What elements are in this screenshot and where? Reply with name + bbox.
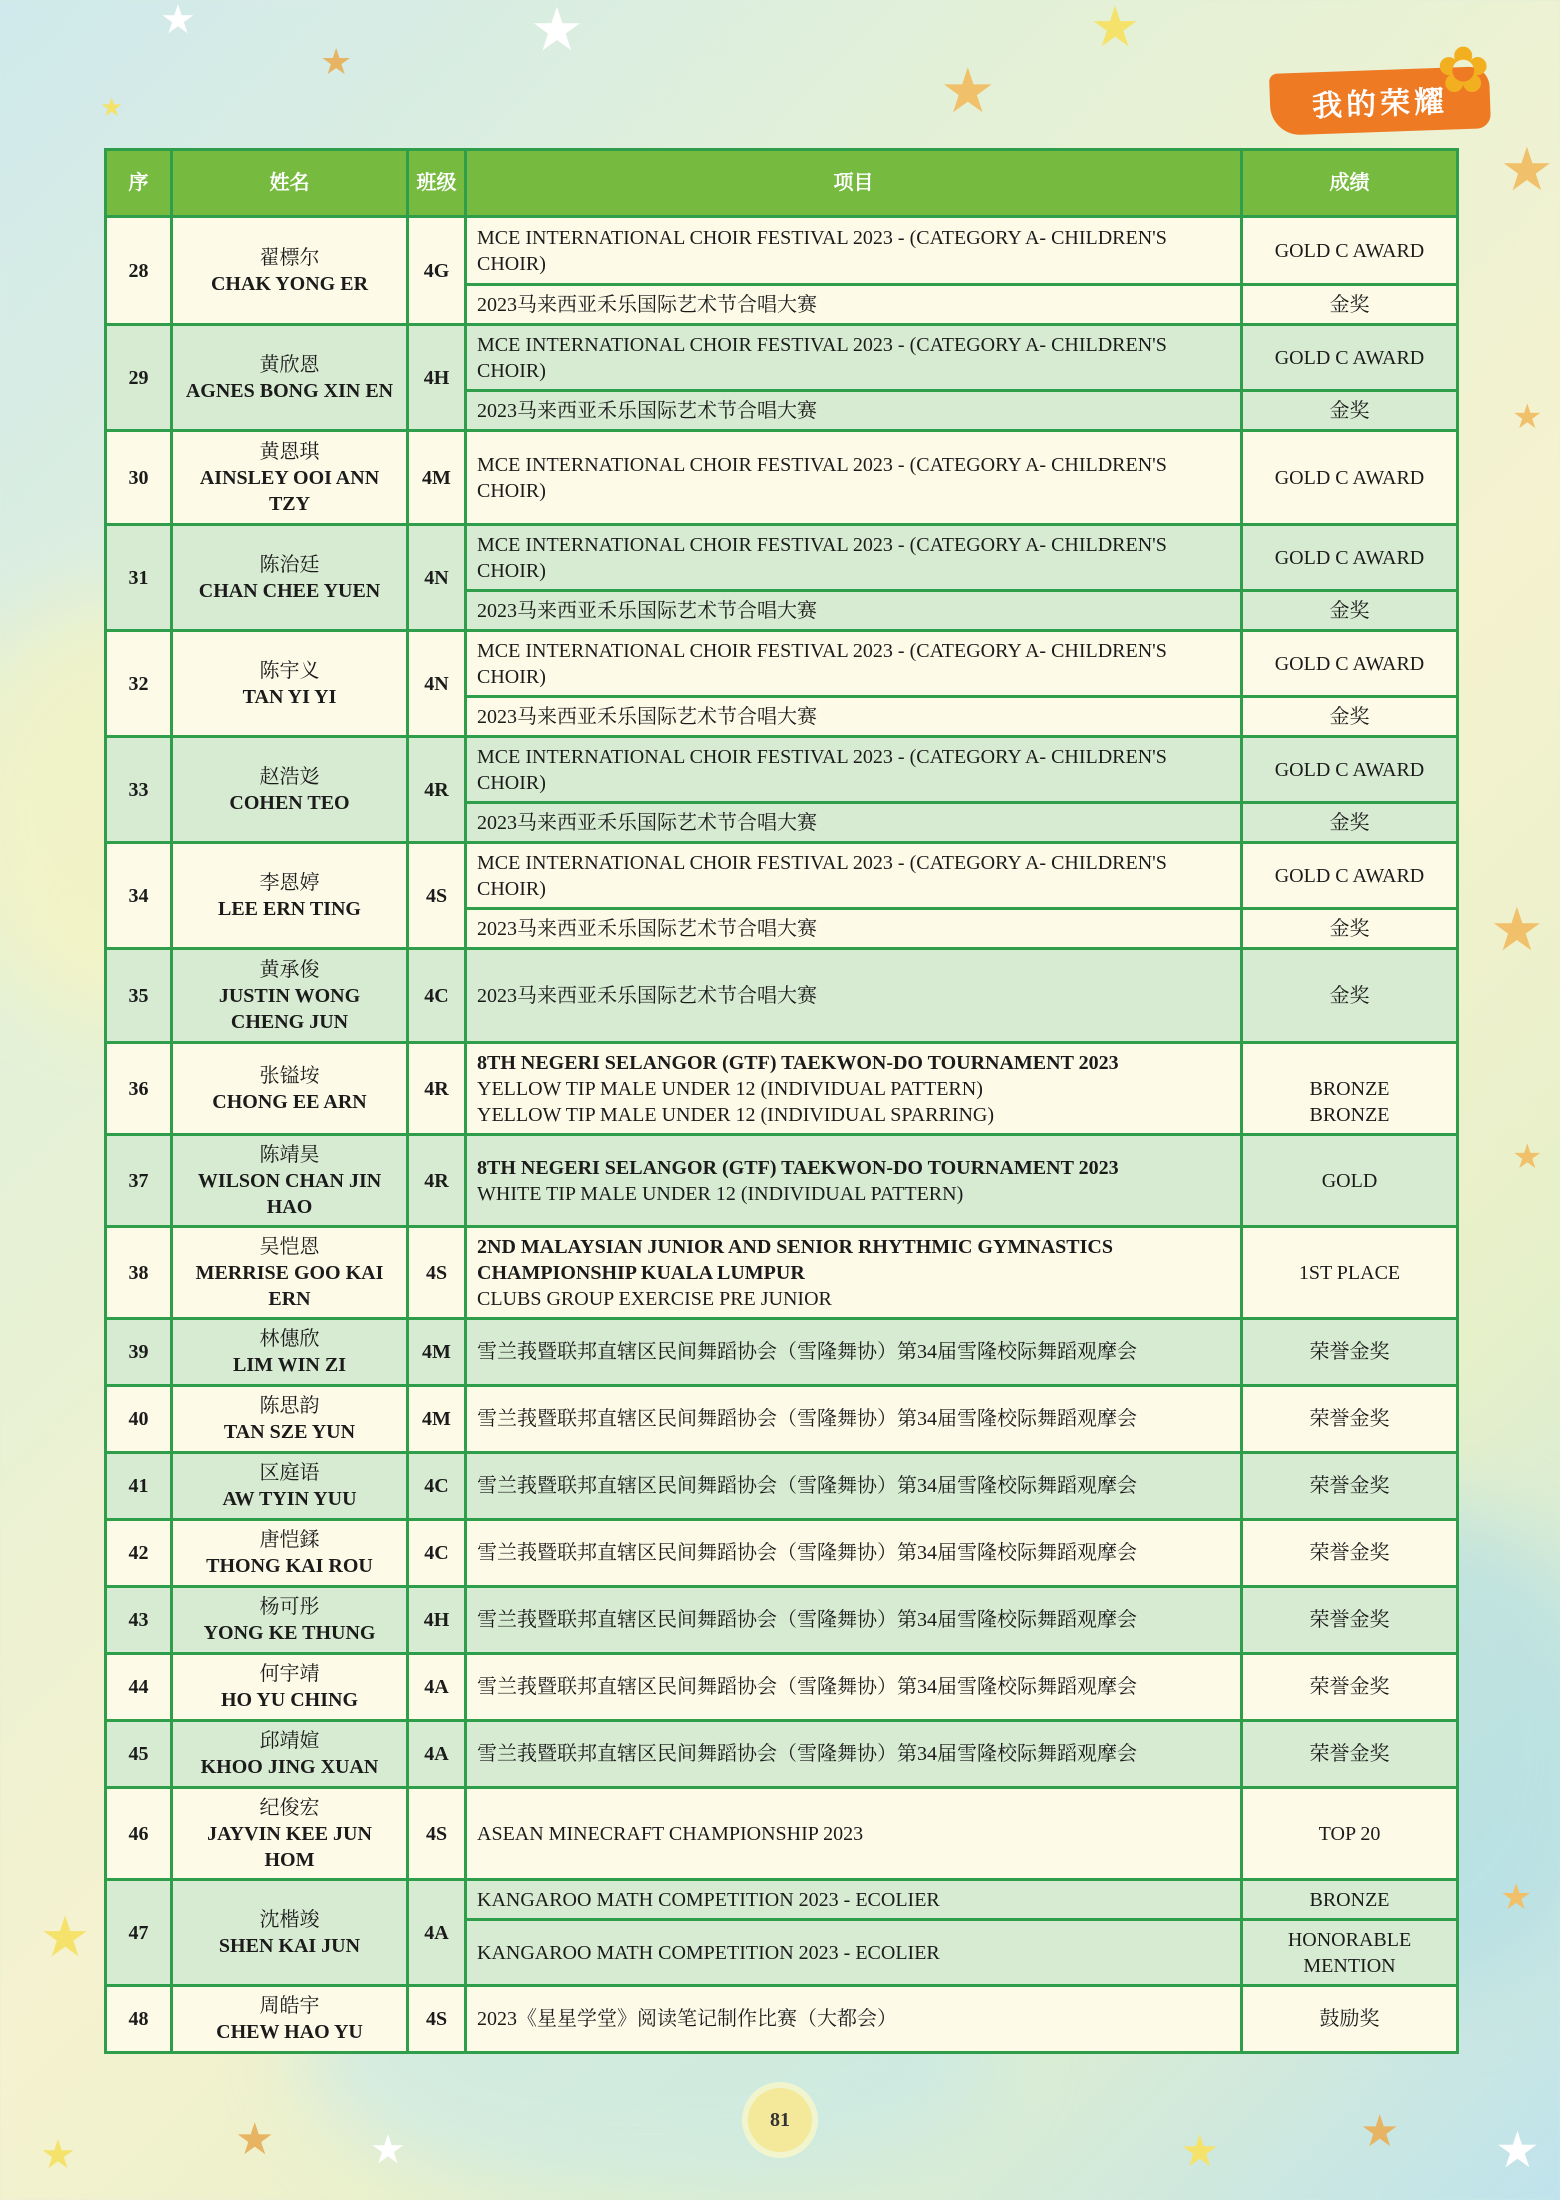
name-chinese: 陈靖昊 — [259, 1143, 320, 1166]
event-cell: KANGAROO MATH COMPETITION 2023 - ECOLIER — [466, 1920, 1242, 1986]
class-cell: 4R — [408, 737, 466, 843]
name-english: YONG KE THUNG — [203, 1622, 376, 1644]
column-header-event: 项目 — [466, 150, 1242, 217]
name-chinese: 李恩婷 — [259, 871, 320, 894]
event-cell: 雪兰莪暨联邦直辖区民间舞蹈协会（雪隆舞协）第34届雪隆校际舞蹈观摩会 — [466, 1654, 1242, 1721]
row-number: 47 — [106, 1880, 172, 1986]
name-chinese: 黄欣恩 — [259, 353, 320, 376]
name-chinese: 唐恺鍒 — [259, 1529, 320, 1551]
name-chinese: 杨可彤 — [259, 1596, 320, 1618]
student-name — [172, 1986, 408, 2053]
event-cell: MCE INTERNATIONAL CHOIR FESTIVAL 2023 - (CATEGORY A- CHILDREN'S CHOIR) — [466, 631, 1242, 697]
name-chinese: 赵浩彣 — [259, 765, 320, 788]
name-chinese: 区庭语 — [259, 1462, 320, 1484]
event-line: CLUBS GROUP EXERCISE PRE JUNIOR — [477, 1287, 832, 1310]
name-chinese: 黄恩琪 — [259, 440, 320, 463]
star-icon: ★ — [1090, 0, 1141, 60]
column-header-class: 班级 — [408, 150, 466, 217]
event-line: WHITE TIP MALE UNDER 12 (INDIVIDUAL PATTERN) — [477, 1182, 964, 1205]
result-cell: BRONZE — [1242, 1880, 1458, 1920]
result-cell: GOLD — [1242, 1135, 1458, 1227]
star-icon: ★ — [1490, 895, 1544, 965]
class-cell: 4R — [408, 1043, 466, 1135]
event-cell: ASEAN MINECRAFT CHAMPIONSHIP 2023 — [466, 1788, 1242, 1880]
row-number: 37 — [106, 1135, 172, 1227]
section-title: 我的荣耀 — [1311, 84, 1449, 125]
row-number: 31 — [106, 525, 172, 631]
class-cell: 4A — [408, 1721, 466, 1788]
name-english: TAN YI YI — [242, 685, 337, 708]
event-title: 2ND MALAYSIAN JUNIOR AND SENIOR RHYTHMIC GYMNASTICS — [477, 1235, 1113, 1258]
table-row — [106, 843, 1458, 909]
student-name — [172, 1788, 408, 1880]
table-row — [106, 1587, 1458, 1654]
event-cell — [466, 1043, 1242, 1135]
student-name — [172, 631, 408, 737]
result-cell: GOLD C AWARD — [1242, 431, 1458, 525]
result-cell: GOLD C AWARD — [1242, 631, 1458, 697]
class-cell: 4M — [408, 1386, 466, 1453]
result-cell: HONORABLE MENTION — [1242, 1920, 1458, 1986]
name-chinese: 陈治廷 — [259, 553, 320, 576]
name-english: TAN SZE YUN — [223, 1421, 356, 1443]
event-cell: MCE INTERNATIONAL CHOIR FESTIVAL 2023 - (CATEGORY A- CHILDREN'S CHOIR) — [466, 217, 1242, 285]
name-english: MERRISE GOO KAI ERN — [195, 1261, 384, 1310]
event-cell: 2023马来西亚禾乐国际艺术节合唱大赛 — [466, 391, 1242, 431]
class-cell: 4H — [408, 1587, 466, 1654]
event-cell: 2023马来西亚禾乐国际艺术节合唱大赛 — [466, 591, 1242, 631]
event-title: 8TH NEGERI SELANGOR (GTF) TAEKWON-DO TOURNAMENT 2023 — [477, 1051, 1119, 1074]
class-cell: 4R — [408, 1135, 466, 1227]
page-number: 81 — [748, 2088, 812, 2152]
student-name — [172, 1227, 408, 1319]
star-icon: ★ — [40, 1905, 91, 1970]
star-icon: ★ — [1512, 397, 1543, 437]
student-name — [172, 737, 408, 843]
row-number: 29 — [106, 325, 172, 431]
event-cell: MCE INTERNATIONAL CHOIR FESTIVAL 2023 - (CATEGORY A- CHILDREN'S CHOIR) — [466, 431, 1242, 525]
class-cell: 4G — [408, 217, 466, 325]
class-cell: 4C — [408, 949, 466, 1043]
class-cell: 4C — [408, 1520, 466, 1587]
class-cell: 4M — [408, 1319, 466, 1386]
result-line: BRONZE — [1309, 1077, 1390, 1100]
row-number: 33 — [106, 737, 172, 843]
name-english: CHONG EE ARN — [212, 1090, 367, 1113]
star-icon: ★ — [940, 54, 996, 127]
column-header-no: 序 — [106, 150, 172, 217]
student-name — [172, 1654, 408, 1721]
result-cell: 荣誉金奖 — [1242, 1386, 1458, 1453]
name-english: CHEW HAO YU — [216, 2021, 363, 2043]
honors-table — [104, 148, 1459, 2054]
star-icon: ★ — [1500, 135, 1554, 205]
row-number: 40 — [106, 1386, 172, 1453]
student-name — [172, 949, 408, 1043]
table-row — [106, 1135, 1458, 1227]
star-icon: ★ — [40, 2132, 76, 2178]
result-cell: 鼓励奖 — [1242, 1986, 1458, 2053]
star-icon: ★ — [1512, 1137, 1543, 1177]
row-number: 48 — [106, 1986, 172, 2053]
table-row — [106, 325, 1458, 391]
class-cell: 4A — [408, 1880, 466, 1986]
event-cell: 2023马来西亚禾乐国际艺术节合唱大赛 — [466, 949, 1242, 1043]
result-cell: 金奖 — [1242, 949, 1458, 1043]
star-icon: ★ — [235, 2114, 275, 2165]
row-number: 39 — [106, 1319, 172, 1386]
name-english: HO YU CHING — [220, 1689, 359, 1711]
result-cell: TOP 20 — [1242, 1788, 1458, 1880]
event-cell: MCE INTERNATIONAL CHOIR FESTIVAL 2023 - (CATEGORY A- CHILDREN'S CHOIR) — [466, 737, 1242, 803]
name-english: WILSON CHAN JIN HAO — [197, 1169, 382, 1218]
star-icon: ★ — [100, 93, 124, 123]
event-cell: 雪兰莪暨联邦直辖区民间舞蹈协会（雪隆舞协）第34届雪隆校际舞蹈观摩会 — [466, 1386, 1242, 1453]
name-english: LIM WIN ZI — [233, 1354, 346, 1376]
result-cell: 荣誉金奖 — [1242, 1453, 1458, 1520]
class-cell: 4N — [408, 525, 466, 631]
table-row — [106, 1386, 1458, 1453]
name-english: AINSLEY OOI ANN TZY — [199, 466, 380, 515]
event-cell — [466, 1227, 1242, 1319]
table-row — [106, 1043, 1458, 1135]
name-english: JUSTIN WONG CHENG JUN — [218, 984, 361, 1033]
student-name — [172, 1453, 408, 1520]
row-number: 35 — [106, 949, 172, 1043]
student-name — [172, 1520, 408, 1587]
name-english: COHEN TEO — [229, 791, 350, 814]
event-cell: MCE INTERNATIONAL CHOIR FESTIVAL 2023 - (CATEGORY A- CHILDREN'S CHOIR) — [466, 843, 1242, 909]
name-english: JAYVIN KEE JUN HOM — [207, 1822, 372, 1871]
result-cell: GOLD C AWARD — [1242, 217, 1458, 285]
event-cell: 雪兰莪暨联邦直辖区民间舞蹈协会（雪隆舞协）第34届雪隆校际舞蹈观摩会 — [466, 1721, 1242, 1788]
name-chinese: 陈宇义 — [259, 659, 320, 682]
name-english: AW TYIN YUU — [222, 1488, 357, 1510]
event-cell: 雪兰莪暨联邦直辖区民间舞蹈协会（雪隆舞协）第34届雪隆校际舞蹈观摩会 — [466, 1587, 1242, 1654]
class-cell: 4S — [408, 1788, 466, 1880]
event-title: CHAMPIONSHIP KUALA LUMPUR — [477, 1261, 805, 1284]
name-chinese: 周皓宇 — [259, 1995, 320, 2017]
star-icon: ★ — [1495, 2121, 1540, 2179]
name-chinese: 陈思韵 — [259, 1395, 320, 1417]
flower-icon: ✿ — [1436, 34, 1490, 108]
event-cell: MCE INTERNATIONAL CHOIR FESTIVAL 2023 - (CATEGORY A- CHILDREN'S CHOIR) — [466, 525, 1242, 591]
student-name — [172, 1587, 408, 1654]
event-cell — [466, 1135, 1242, 1227]
event-cell: 2023马来西亚禾乐国际艺术节合唱大赛 — [466, 909, 1242, 949]
name-english: SHEN KAI JUN — [218, 1934, 361, 1957]
result-cell: 荣誉金奖 — [1242, 1319, 1458, 1386]
student-name — [172, 1721, 408, 1788]
name-chinese: 纪俊宏 — [259, 1796, 320, 1819]
result-cell: GOLD C AWARD — [1242, 737, 1458, 803]
row-number: 38 — [106, 1227, 172, 1319]
class-cell: 4H — [408, 325, 466, 431]
star-icon: ★ — [530, 0, 584, 65]
result-cell: 金奖 — [1242, 591, 1458, 631]
row-number: 36 — [106, 1043, 172, 1135]
name-chinese: 林僡欣 — [259, 1328, 320, 1350]
table-row — [106, 1319, 1458, 1386]
table-row — [106, 431, 1458, 525]
row-number: 28 — [106, 217, 172, 325]
table-row — [106, 631, 1458, 697]
event-cell: 2023马来西亚禾乐国际艺术节合唱大赛 — [466, 697, 1242, 737]
class-cell: 4C — [408, 1453, 466, 1520]
student-name — [172, 1043, 408, 1135]
name-chinese: 吴恺恩 — [259, 1235, 320, 1258]
name-english: KHOO JING XUAN — [200, 1756, 379, 1778]
name-english: CHAK YONG ER — [210, 272, 369, 295]
table-row — [106, 1453, 1458, 1520]
student-name — [172, 1135, 408, 1227]
class-cell: 4S — [408, 1986, 466, 2053]
table-row — [106, 1520, 1458, 1587]
result-line: BRONZE — [1309, 1103, 1390, 1126]
name-chinese: 邱靖媗 — [259, 1730, 320, 1752]
star-icon: ★ — [320, 42, 353, 83]
table-row — [106, 949, 1458, 1043]
class-cell: 4S — [408, 843, 466, 949]
event-cell: 雪兰莪暨联邦直辖区民间舞蹈协会（雪隆舞协）第34届雪隆校际舞蹈观摩会 — [466, 1319, 1242, 1386]
table-row — [106, 525, 1458, 591]
event-cell: 2023马来西亚禾乐国际艺术节合唱大赛 — [466, 285, 1242, 325]
result-cell: 荣誉金奖 — [1242, 1721, 1458, 1788]
table-row — [106, 217, 1458, 285]
table-row — [106, 1986, 1458, 2053]
student-name — [172, 1319, 408, 1386]
name-english: THONG KAI ROU — [206, 1555, 373, 1577]
student-name — [172, 431, 408, 525]
result-cell: 金奖 — [1242, 697, 1458, 737]
name-english: AGNES BONG XIN EN — [185, 379, 394, 402]
event-line: YELLOW TIP MALE UNDER 12 (INDIVIDUAL SPARRING) — [477, 1103, 995, 1126]
class-cell: 4N — [408, 631, 466, 737]
name-chinese: 沈楷竣 — [259, 1908, 320, 1931]
result-cell: 金奖 — [1242, 391, 1458, 431]
row-number: 44 — [106, 1654, 172, 1721]
column-header-name: 姓名 — [172, 150, 408, 217]
table-header-row — [106, 150, 1458, 217]
result-cell: GOLD C AWARD — [1242, 325, 1458, 391]
name-chinese: 翟標尔 — [259, 246, 320, 269]
table-row — [106, 737, 1458, 803]
student-name — [172, 843, 408, 949]
row-number: 34 — [106, 843, 172, 949]
name-chinese: 何宇靖 — [259, 1663, 320, 1685]
table-row — [106, 1227, 1458, 1319]
star-icon: ★ — [1180, 2126, 1220, 2177]
result-cell: GOLD C AWARD — [1242, 843, 1458, 909]
student-name — [172, 217, 408, 325]
row-number: 43 — [106, 1587, 172, 1654]
table-row — [106, 1788, 1458, 1880]
result-cell: 金奖 — [1242, 909, 1458, 949]
row-number: 30 — [106, 431, 172, 525]
result-cell: 荣誉金奖 — [1242, 1654, 1458, 1721]
star-icon: ★ — [370, 2127, 406, 2173]
result-cell: 荣誉金奖 — [1242, 1520, 1458, 1587]
name-chinese: 黄承俊 — [259, 958, 320, 981]
row-number: 46 — [106, 1788, 172, 1880]
class-cell: 4S — [408, 1227, 466, 1319]
event-title: 8TH NEGERI SELANGOR (GTF) TAEKWON-DO TOURNAMENT 2023 — [477, 1156, 1119, 1179]
star-icon: ★ — [1500, 1877, 1533, 1918]
table-row — [106, 1880, 1458, 1920]
class-cell: 4M — [408, 431, 466, 525]
result-cell: GOLD C AWARD — [1242, 525, 1458, 591]
result-cell: 1ST PLACE — [1242, 1227, 1458, 1319]
row-number: 41 — [106, 1453, 172, 1520]
row-number: 45 — [106, 1721, 172, 1788]
event-cell: MCE INTERNATIONAL CHOIR FESTIVAL 2023 - (CATEGORY A- CHILDREN'S CHOIR) — [466, 325, 1242, 391]
student-name — [172, 525, 408, 631]
name-english: LEE ERN TING — [217, 897, 361, 920]
table-row — [106, 1654, 1458, 1721]
result-cell: 荣誉金奖 — [1242, 1587, 1458, 1654]
event-cell: KANGAROO MATH COMPETITION 2023 - ECOLIER — [466, 1880, 1242, 1920]
event-line: YELLOW TIP MALE UNDER 12 (INDIVIDUAL PATTERN) — [477, 1077, 983, 1100]
student-name — [172, 325, 408, 431]
row-number: 32 — [106, 631, 172, 737]
event-cell: 2023《星星学堂》阅读笔记制作比赛（大都会） — [466, 1986, 1242, 2053]
event-cell: 2023马来西亚禾乐国际艺术节合唱大赛 — [466, 803, 1242, 843]
student-name — [172, 1880, 408, 1986]
event-cell: 雪兰莪暨联邦直辖区民间舞蹈协会（雪隆舞协）第34届雪隆校际舞蹈观摩会 — [466, 1520, 1242, 1587]
star-icon: ★ — [160, 0, 196, 43]
result-cell: 金奖 — [1242, 803, 1458, 843]
name-english: CHAN CHEE YUEN — [198, 579, 381, 602]
star-icon: ★ — [1360, 2106, 1400, 2157]
row-number: 42 — [106, 1520, 172, 1587]
event-cell: 雪兰莪暨联邦直辖区民间舞蹈协会（雪隆舞协）第34届雪隆校际舞蹈观摩会 — [466, 1453, 1242, 1520]
result-cell: 金奖 — [1242, 285, 1458, 325]
name-chinese: 张镒垵 — [259, 1064, 320, 1087]
student-name — [172, 1386, 408, 1453]
class-cell: 4A — [408, 1654, 466, 1721]
column-header-result: 成绩 — [1242, 150, 1458, 217]
result-cell — [1242, 1043, 1458, 1135]
table-row — [106, 1721, 1458, 1788]
